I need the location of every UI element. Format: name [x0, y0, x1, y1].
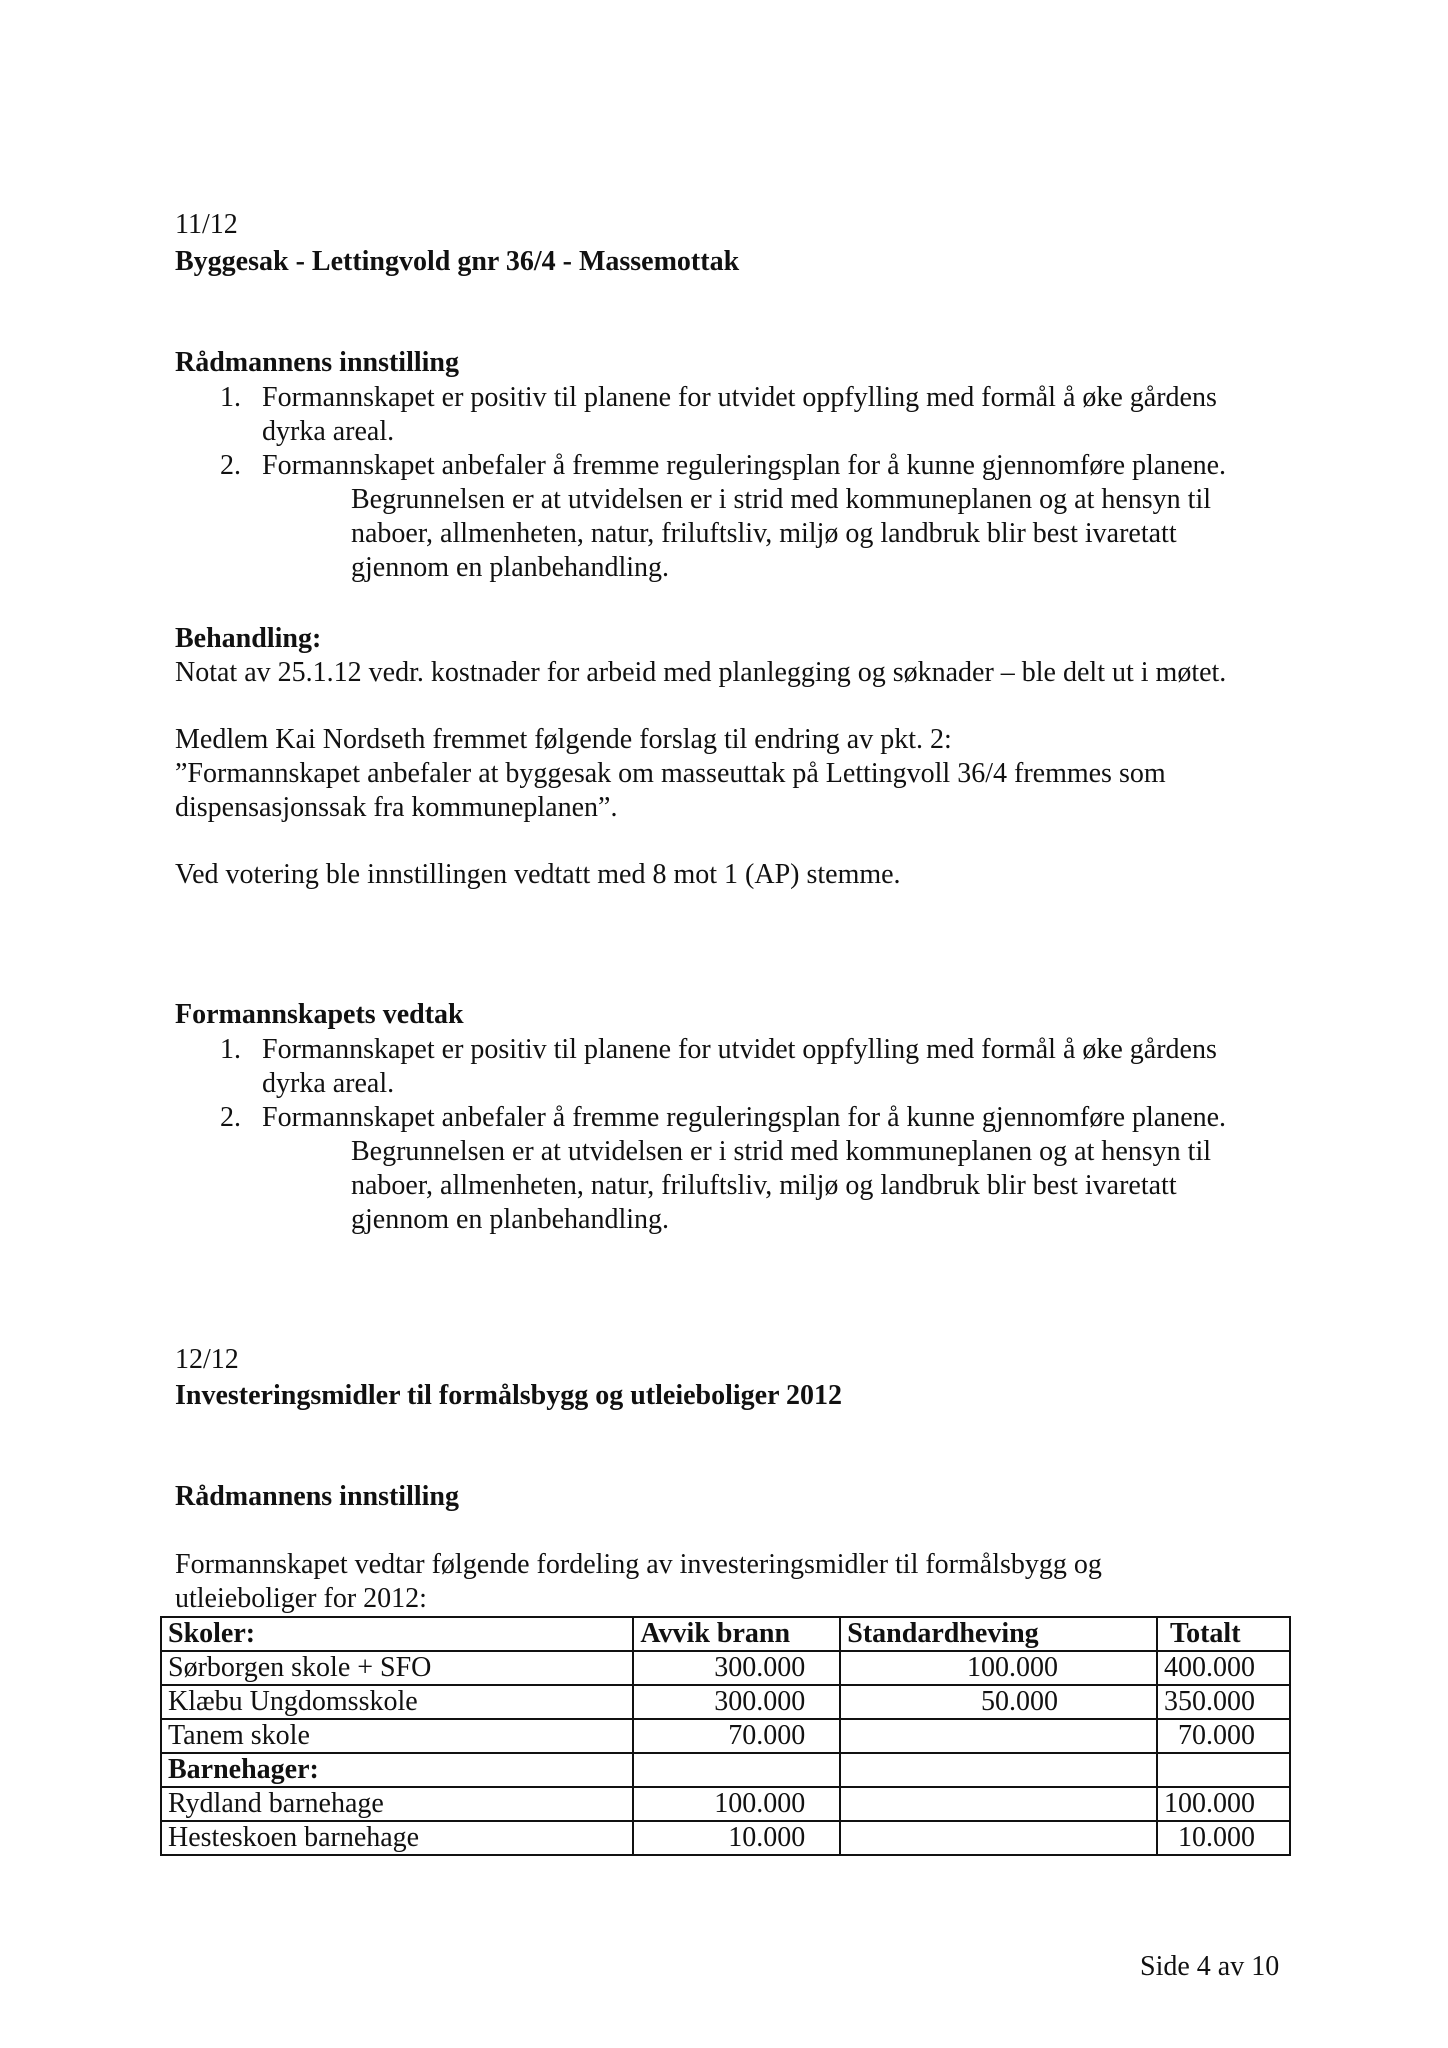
- list-item: Formannskapet er positiv til planene for utvidet oppfylling med formål å øke gårdens: [262, 1034, 1217, 1065]
- behandling-note: Notat av 25.1.12 vedr. kostnader for arbeid med planlegging og søknader – ble delt ut i møtet.: [175, 657, 1227, 688]
- list-item-continued: dyrka areal.: [262, 1068, 395, 1099]
- table-cell: Rydland barnehage: [161, 1787, 633, 1821]
- table-section-row: [161, 1753, 1290, 1787]
- table-cell: 400.000: [1157, 1651, 1290, 1685]
- forslag-line: dispensasjonssak fra kommuneplanen”.: [175, 792, 618, 823]
- list-item: Formannskapet anbefaler å fremme reguleringsplan for å kunne gjennomføre planene.: [262, 1102, 1227, 1133]
- table-row: [161, 1719, 1290, 1753]
- table-cell: 50.000: [840, 1685, 1157, 1719]
- header-cell: Avvik brann: [633, 1617, 840, 1651]
- reason-line: Begrunnelsen er at utvidelsen er i strid med kommuneplanen og at hensyn til: [351, 1136, 1212, 1167]
- table-row: [161, 1651, 1290, 1685]
- list-item: Formannskapet anbefaler å fremme reguleringsplan for å kunne gjennomføre planene.: [262, 450, 1227, 481]
- header-cell: Skoler:: [161, 1617, 633, 1651]
- list-number: 2.: [220, 450, 241, 481]
- header-cell: Totalt: [1157, 1617, 1290, 1651]
- page-number: Side 4 av 10: [1140, 1951, 1280, 1982]
- case-title: Byggesak - Lettingvold gnr 36/4 - Massemottak: [175, 246, 740, 277]
- reason-line: naboer, allmenheten, natur, friluftsliv, miljø og landbruk blir best ivaretatt: [351, 518, 1177, 549]
- table-cell: 70.000: [1157, 1719, 1290, 1753]
- vedtak-heading: Formannskapets vedtak: [175, 999, 464, 1030]
- reason-line: Begrunnelsen er at utvidelsen er i strid med kommuneplanen og at hensyn til: [351, 484, 1212, 515]
- intro-line: Formannskapet vedtar følgende fordeling av investeringsmidler til formålsbygg og: [175, 1549, 1102, 1580]
- table-cell: 100.000: [840, 1651, 1157, 1685]
- table-cell: 350.000: [1157, 1685, 1290, 1719]
- case-number: 12/12: [175, 1344, 239, 1375]
- list-number: 2.: [220, 1102, 241, 1133]
- list-item: Formannskapet er positiv til planene for utvidet oppfylling med formål å øke gårdens: [262, 382, 1217, 413]
- table-cell: Tanem skole: [161, 1719, 633, 1753]
- forslag-line: ”Formannskapet anbefaler at byggesak om masseuttak på Lettingvoll 36/4 fremmes som: [175, 758, 1166, 789]
- table-cell: [633, 1753, 840, 1787]
- table-header-row: [161, 1617, 1290, 1651]
- table-cell: 300.000: [633, 1651, 840, 1685]
- case-title: Investeringsmidler til formålsbygg og utleieboliger 2012: [175, 1380, 843, 1411]
- behandling-heading: Behandling:: [175, 623, 322, 654]
- table-cell: 70.000: [633, 1719, 840, 1753]
- table-cell: 100.000: [633, 1787, 840, 1821]
- list-number: 1.: [220, 382, 241, 413]
- table-row: [161, 1685, 1290, 1719]
- intro-line: utleieboliger for 2012:: [175, 1583, 427, 1614]
- radmann-heading: Rådmannens innstilling: [175, 347, 459, 378]
- table-cell: Barnehager:: [161, 1753, 633, 1787]
- investment-table: [160, 1616, 1291, 1856]
- votering: Ved votering ble innstillingen vedtatt med 8 mot 1 (AP) stemme.: [175, 859, 901, 890]
- table-cell: [1157, 1753, 1290, 1787]
- radmann-heading: Rådmannens innstilling: [175, 1481, 459, 1512]
- header-cell: Standardheving: [840, 1617, 1157, 1651]
- table-cell: [840, 1787, 1157, 1821]
- forslag-line: Medlem Kai Nordseth fremmet følgende forslag til endring av pkt. 2:: [175, 724, 952, 755]
- case-number: 11/12: [175, 209, 238, 240]
- table-cell: [840, 1719, 1157, 1753]
- list-item-continued: dyrka areal.: [262, 416, 395, 447]
- reason-line: naboer, allmenheten, natur, friluftsliv, miljø og landbruk blir best ivaretatt: [351, 1170, 1177, 1201]
- table-cell: Hesteskoen barnehage: [161, 1821, 633, 1855]
- list-number: 1.: [220, 1034, 241, 1065]
- table-cell: Klæbu Ungdomsskole: [161, 1685, 633, 1719]
- table-cell: [840, 1753, 1157, 1787]
- reason-line: gjennom en planbehandling.: [351, 1204, 670, 1235]
- table-cell: 300.000: [633, 1685, 840, 1719]
- table-row: [161, 1787, 1290, 1821]
- table-cell: Sørborgen skole + SFO: [161, 1651, 633, 1685]
- table-cell: 10.000: [1157, 1821, 1290, 1855]
- table-cell: 10.000: [633, 1821, 840, 1855]
- table-row: [161, 1821, 1290, 1855]
- reason-line: gjennom en planbehandling.: [351, 552, 670, 583]
- table-cell: 100.000: [1157, 1787, 1290, 1821]
- table-cell: [840, 1821, 1157, 1855]
